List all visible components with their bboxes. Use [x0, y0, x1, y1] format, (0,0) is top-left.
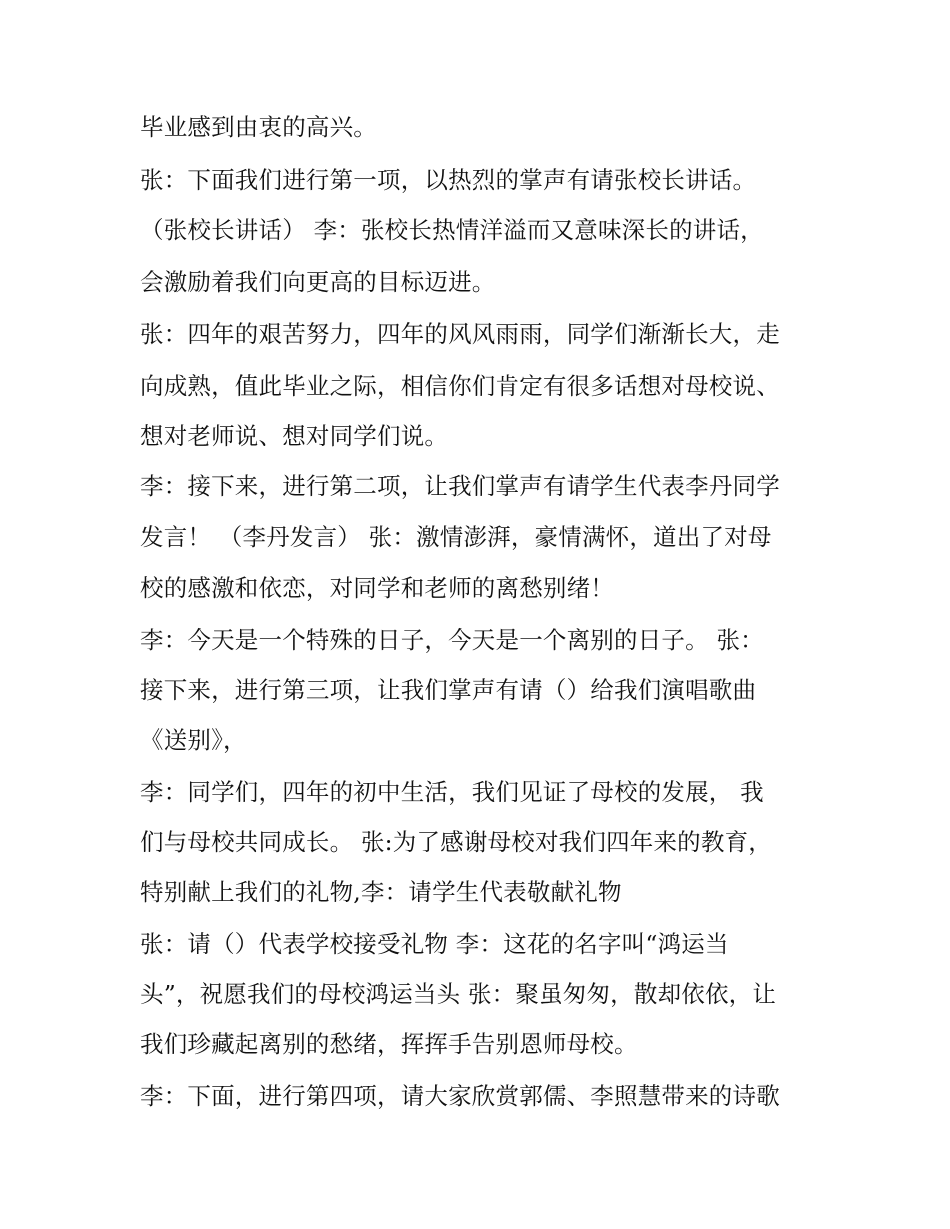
text-line: 李：今天是一个特殊的日子，今天是一个离别的日子。 张： [140, 626, 764, 654]
text-line: 向成熟，值此毕业之际，相信你们肯定有很多话想对母校说、 [140, 372, 780, 400]
text-line: 会激励着我们向更高的目标迈进。 [140, 268, 496, 296]
text-line: 张：下面我们进行第一项，以热烈的掌声有请张校长讲话。 [140, 166, 757, 194]
text-line: （张校长讲话） 李：张校长热情洋溢而又意味深长的讲话， [140, 216, 764, 244]
text-line: 我们珍藏起离别的愁绪，挥挥手告别恩师母校。 [140, 1030, 638, 1058]
text-line: 校的感激和依恋，对同学和老师的离愁别绪！ [140, 574, 614, 602]
text-line: 《送别》， [140, 726, 247, 754]
text-line: 想对老师说、想对同学们说。 [140, 422, 449, 450]
text-line: 张：四年的艰苦努力，四年的风风雨雨，同学们渐渐长大，走 [140, 320, 780, 348]
text-line: 们与母校共同成长。 张:为了感谢母校对我们四年来的教育， [140, 828, 772, 856]
text-line: 李：下面，进行第四项，请大家欣赏郭儒、李照慧带来的诗歌 [140, 1082, 780, 1110]
text-line: 头”，祝愿我们的母校鸿运当头 张：聚虽匆匆，散却依依，让 [140, 980, 777, 1008]
text-line: 张：请（）代表学校接受礼物 李：这花的名字叫“鸿运当 [140, 930, 729, 958]
text-line: 李：同学们，四年的初中生活，我们见证了母校的发展， 我 [140, 778, 764, 806]
text-line: 接下来，进行第三项，让我们掌声有请（）给我们演唱歌曲 [140, 676, 757, 704]
text-line: 发言！ （李丹发言） 张：激情澎湃，豪情满怀，道出了对母 [140, 523, 772, 551]
text-line: 特别献上我们的礼物,李：请学生代表敬献礼物 [140, 878, 622, 906]
text-line: 毕业感到由衷的高兴。 [140, 113, 377, 141]
text-line: 李：接下来，进行第二项，让我们掌声有请学生代表李丹同学 [140, 472, 780, 500]
